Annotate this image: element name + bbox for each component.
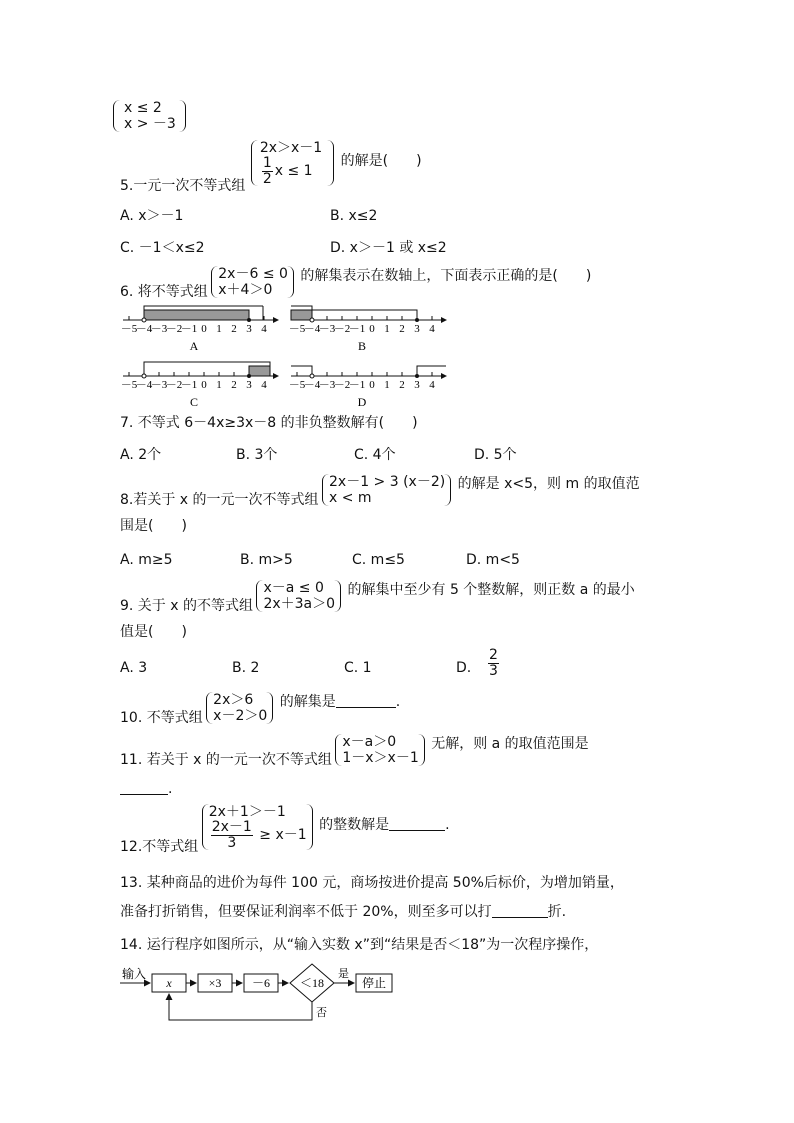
tick-label: 4: [261, 323, 267, 335]
flow-loop-arrow: [169, 994, 312, 1020]
q9-option-c: C. 1: [344, 660, 372, 676]
q7-option-c: C. 4个: [354, 447, 396, 463]
q6-stem: [120, 266, 592, 301]
q10-stem-b: 的解集是: [279, 694, 336, 711]
q9-option-a: A. 3: [120, 660, 148, 676]
tick-label: 4: [429, 323, 435, 335]
q10-period: .: [395, 694, 401, 711]
q9-stem-c: 值是( ): [120, 624, 187, 640]
q11-period: .: [168, 781, 173, 797]
tick-label: －4: [303, 323, 321, 335]
q9-option-b: B. 2: [232, 660, 260, 676]
number-line-c: [121, 362, 278, 409]
tick-label: 4: [261, 379, 267, 391]
tick-label: －3: [318, 379, 336, 391]
q5-ineq2: x ≤ 1: [274, 163, 313, 180]
tick-label: －4: [135, 323, 153, 335]
q13-answer-blank[interactable]: [492, 905, 548, 918]
q12-period: .: [445, 817, 450, 834]
q8-stem: [120, 474, 640, 509]
number-line-a: [121, 306, 278, 353]
q11-ineq2: 1－x＞x－1: [342, 750, 419, 767]
tick-label: 1: [384, 379, 390, 391]
flow-input-label: 输入: [122, 967, 147, 981]
q9-stem-b: 的解集中至少有 5 个整数解，则正数 a 的最小: [347, 582, 635, 599]
tick-label: －2: [333, 379, 351, 391]
q7-option-d: D. 5个: [474, 447, 517, 463]
tick-label: 0: [369, 323, 375, 335]
q9-option-d: D.: [456, 660, 472, 676]
q11-stem: [120, 734, 589, 769]
tick-label: 2: [399, 323, 405, 335]
q6-number-lines: [115, 298, 455, 410]
q8-ineq2: x < m: [329, 490, 372, 507]
q8-option-c: C. m≤5: [352, 552, 405, 568]
q5-option-b: B. x≤2: [330, 208, 378, 224]
q10-ineq1: 2x＞6: [213, 692, 254, 708]
q14-line1: 14. 运行程序如图所示，从“输入实数 x”到“结果是否＜18”为一次程序操作，: [120, 937, 599, 953]
q9-ineq2: 2x＋3a＞0: [263, 596, 336, 613]
tick-label: －2: [165, 379, 183, 391]
tick-label: 3: [246, 323, 252, 335]
flow-box-times3-label: ×3: [208, 976, 222, 990]
tick-label: 1: [216, 379, 222, 391]
q9-ineq1: x－a ≤ 0: [263, 580, 324, 596]
tick-label: －1: [180, 323, 198, 335]
q12-answer-blank[interactable]: [389, 818, 445, 831]
tick-label: 1: [216, 323, 222, 335]
tick-label: 2: [399, 379, 405, 391]
q7-option-b: B. 3个: [236, 447, 278, 463]
option-label: D: [357, 395, 367, 409]
tick-label: －3: [150, 323, 168, 335]
q10-answer-blank[interactable]: [336, 695, 396, 708]
flow-box-x-label: x: [166, 976, 172, 990]
q5-stem-b: 的解是( ): [340, 153, 422, 170]
q11-stem-b: 无解，则 a 的取值范围是: [431, 736, 589, 753]
q13-line1: 13. 某种商品的进价为每件 100 元，商场按进价提高 50%后标价，为增加销量，: [120, 875, 624, 891]
q11-stem-a: 11. 若关于 x 的一元一次不等式组: [120, 752, 332, 769]
flow-yes-label: 是: [338, 968, 349, 980]
q12-fraction: $\frac{2x-1}{3}$: [211, 819, 252, 851]
q9-stem: [120, 580, 635, 615]
tick-label: －3: [318, 323, 336, 335]
q12-ineq2: ≥ x－1: [259, 827, 307, 844]
q8-stem-b: 的解是 x<5，则 m 的取值范: [457, 476, 640, 493]
tick-label: 3: [246, 379, 252, 391]
q5-fraction: $\frac{1}{2}$: [262, 155, 272, 187]
tick-label: 0: [201, 379, 207, 391]
q7-option-a: A. 2个: [120, 447, 162, 463]
q7-stem: 7. 不等式 6－4x≥3x－8 的非负整数解有( ): [120, 415, 418, 431]
q6-ineq1: 2x－6 ≤ 0: [218, 266, 288, 282]
q4-ineq1: x ≤ 2: [124, 100, 162, 116]
q11-answer-blank[interactable]: [120, 782, 168, 795]
q13-line2b: 折.: [547, 904, 567, 920]
tick-label: 4: [429, 379, 435, 391]
option-label: B: [357, 339, 367, 353]
flow-no-label: 否: [316, 1007, 327, 1019]
q10-ineq2: x－2＞0: [213, 708, 268, 725]
tick-label: －3: [150, 379, 168, 391]
q9-stem-a: 9. 关于 x 的不等式组: [120, 598, 253, 615]
q12-stem-b: 的整数解是: [319, 817, 390, 834]
q4-ineq2: x > －3: [124, 116, 176, 133]
tick-label: －2: [165, 323, 183, 335]
q6-stem-a: 6. 将不等式组: [120, 284, 208, 301]
tick-label: 1: [384, 323, 390, 335]
flow-decision-label: ＜18: [299, 976, 325, 990]
tick-label: －1: [348, 323, 366, 335]
tick-label: －1: [348, 379, 366, 391]
number-line-d: [289, 366, 446, 409]
option-label: C: [189, 395, 199, 409]
tick-label: 2: [231, 379, 237, 391]
q10-stem-a: 10. 不等式组: [120, 710, 203, 727]
q8-option-b: B. m>5: [240, 552, 293, 568]
q8-ineq1: 2x－1 > 3 (x－2): [329, 474, 446, 490]
q5-ineq1: 2x＞x－1: [259, 140, 323, 156]
q9-option-d-fraction: $\frac{2}{3}$: [489, 647, 498, 679]
q14-flowchart: [118, 962, 408, 1028]
q8-option-d: D. m<5: [466, 552, 520, 568]
q8-stem-c: 围是( ): [120, 518, 187, 534]
tick-label: 0: [201, 323, 207, 335]
q12-stem: [120, 804, 450, 856]
tick-label: －2: [333, 323, 351, 335]
flow-box-stop-label: 停止: [361, 976, 387, 990]
option-label: A: [189, 339, 199, 353]
q5-stem-a: 5.一元一次不等式组: [120, 178, 246, 195]
q12-stem-a: 12.不等式组: [120, 839, 199, 856]
tick-label: －5: [120, 323, 138, 335]
tick-label: 0: [369, 379, 375, 391]
q6-ineq2: x＋4＞0: [218, 282, 273, 299]
tick-label: －5: [120, 379, 138, 391]
q8-option-a: A. m≥5: [120, 552, 173, 568]
flow-box-minus6-label: －6: [251, 976, 271, 990]
q10-stem: [120, 692, 401, 727]
q5-option-a: A. x＞－1: [120, 208, 184, 224]
tick-label: －5: [288, 379, 306, 391]
tick-label: 3: [414, 379, 420, 391]
q8-stem-a: 8.若关于 x 的一元一次不等式组: [120, 492, 319, 509]
tick-label: 2: [231, 323, 237, 335]
q12-ineq1: 2x＋1＞－1: [208, 804, 286, 820]
q11-ineq1: x－a＞0: [342, 734, 397, 750]
tick-label: －4: [303, 379, 321, 391]
q13-line2a: 准备打折销售，但要保证利润率不低于 20%，则至多可以打: [120, 904, 492, 920]
tick-label: －5: [288, 323, 306, 335]
number-line-b: [289, 306, 446, 353]
q5-option-c: C. －1＜x≤2: [120, 240, 205, 256]
tick-label: 3: [414, 323, 420, 335]
tick-label: －4: [135, 379, 153, 391]
q5-option-d: D. x＞－1 或 x≤2: [330, 240, 447, 256]
q6-stem-b: 的解集表示在数轴上，下面表示正确的是( ): [300, 268, 592, 285]
q4-system-tail: [120, 100, 176, 132]
q5-stem: [120, 140, 422, 195]
tick-label: －1: [180, 379, 198, 391]
